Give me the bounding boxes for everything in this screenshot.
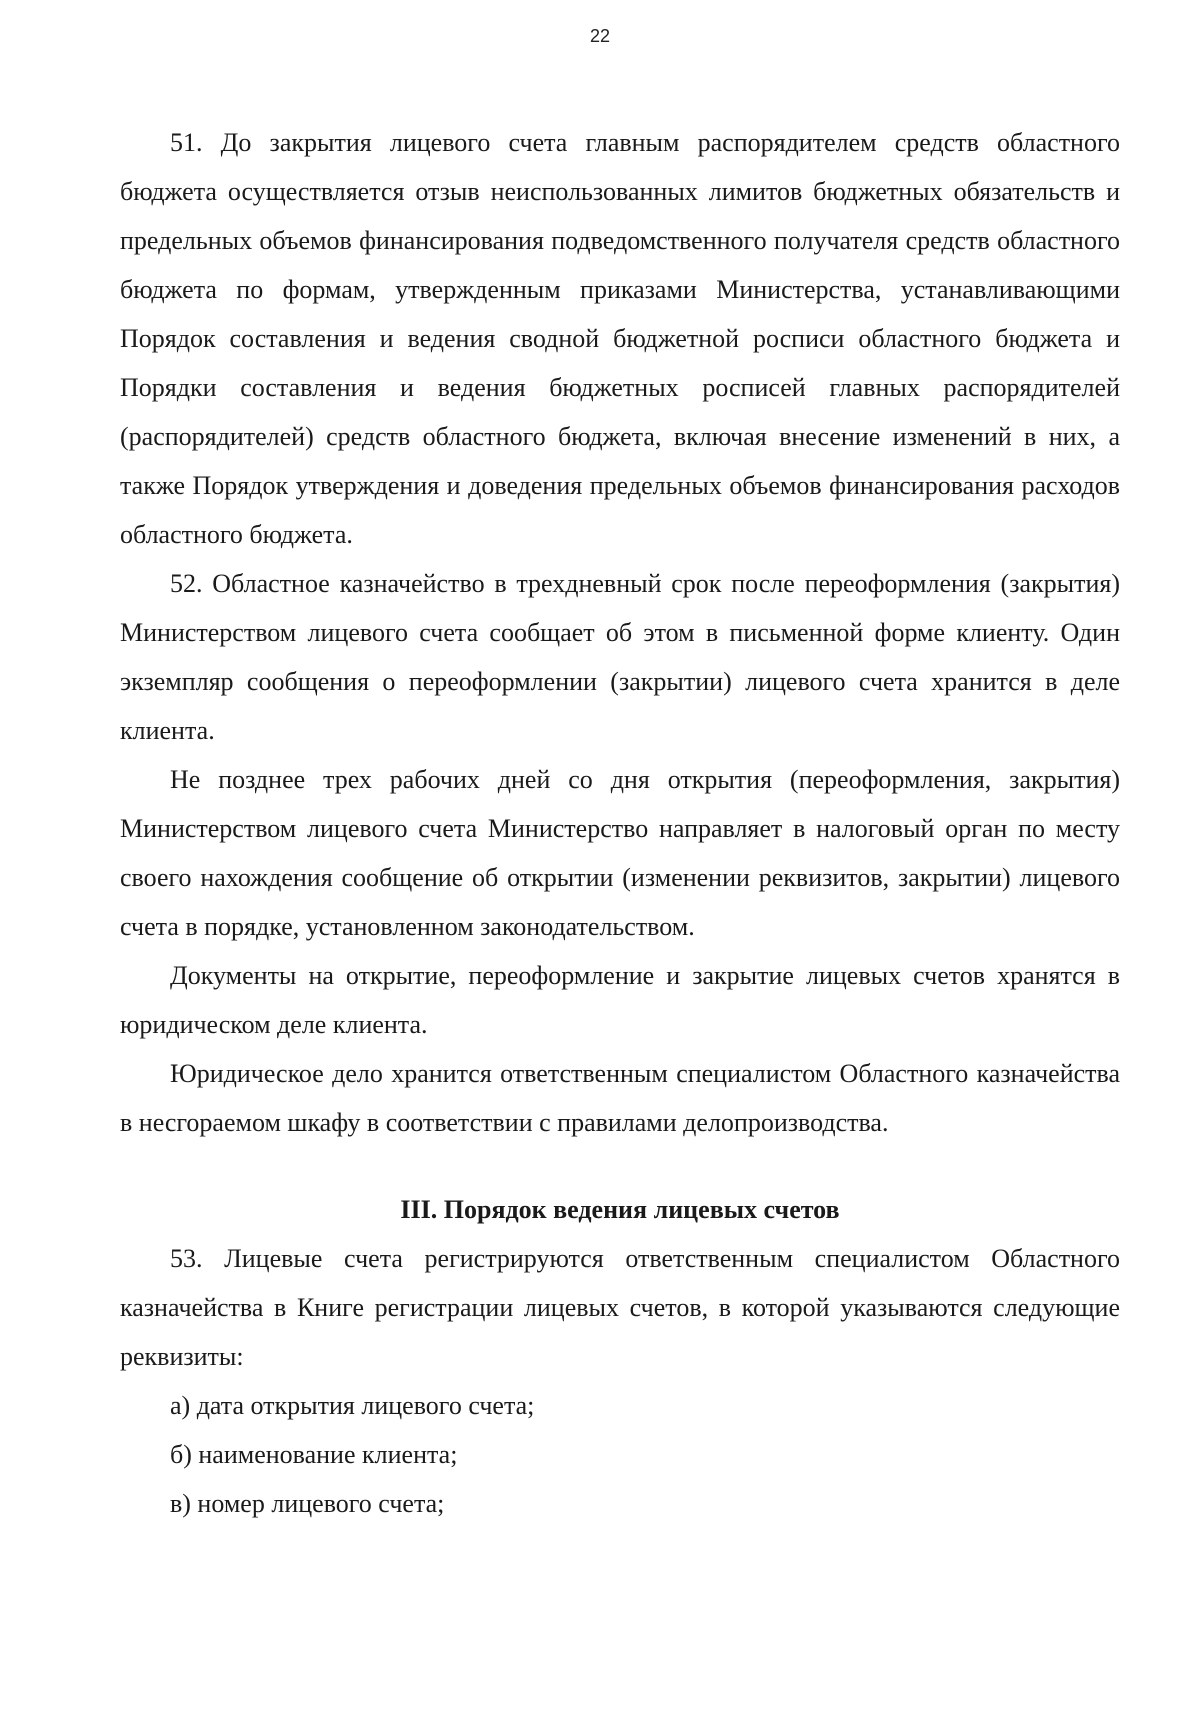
paragraph-documents-storage: Документы на открытие, переоформление и закрытие лицевых счетов хранятся в юридическом деле клиента. [120, 961, 1120, 1039]
page-number: 22 [589, 26, 611, 46]
list-item: в) номер лицевого счета; [170, 1489, 445, 1518]
paragraph-53: 53. Лицевые счета регистрируются ответственным специалистом Областного казначейства в Книге регистрации лицевых счетов, в которой указываются следующие реквизиты: [120, 1244, 1120, 1371]
paragraph-52: 52. Областное казначейство в трехдневный срок после переоформления (закрытия) Министерством лицевого счета сообщает об этом в письменной форме клиенту. Один экземпляр сообщения о переоформлении (закрытии) лицевого счета хранится в деле клиента. [120, 569, 1120, 745]
paragraph-legal-file: Юридическое дело хранится ответственным специалистом Областного казначейства в несгораемом шкафу в соответствии с правилами делопроизводства. [120, 1059, 1120, 1137]
paragraph-tax-notice: Не позднее трех рабочих дней со дня открытия (переоформления, закрытия) Министерством лицевого счета Министерство направляет в налоговый орган по месту своего нахождения сообщение об открытии (изменении реквизитов, закрытии) лицевого счета в порядке, установленном законодательством. [120, 765, 1120, 941]
list-item: а) дата открытия лицевого счета; [170, 1391, 535, 1420]
section-heading: III. Порядок ведения лицевых счетов [400, 1195, 840, 1224]
list-item: б) наименование клиента; [170, 1440, 458, 1469]
document-body [120, 118, 1120, 1528]
paragraph-51: 51. До закрытия лицевого счета главным распорядителем средств областного бюджета осуществляется отзыв неиспользованных лимитов бюджетных обязательств и предельных объемов финансирования подведомственного получателя средств областного бюджета по формам, утвержденным приказами Министерства, устанавливающими Порядок составления и ведения сводной бюджетной росписи областного бюджета и Порядки составления и ведения бюджетных росписей главных распорядителей (распорядителей) средств областного бюджета, включая внесение изменений в них, а также Порядок утверждения и доведения предельных объемов финансирования расходов областного бюджета. [120, 128, 1120, 549]
